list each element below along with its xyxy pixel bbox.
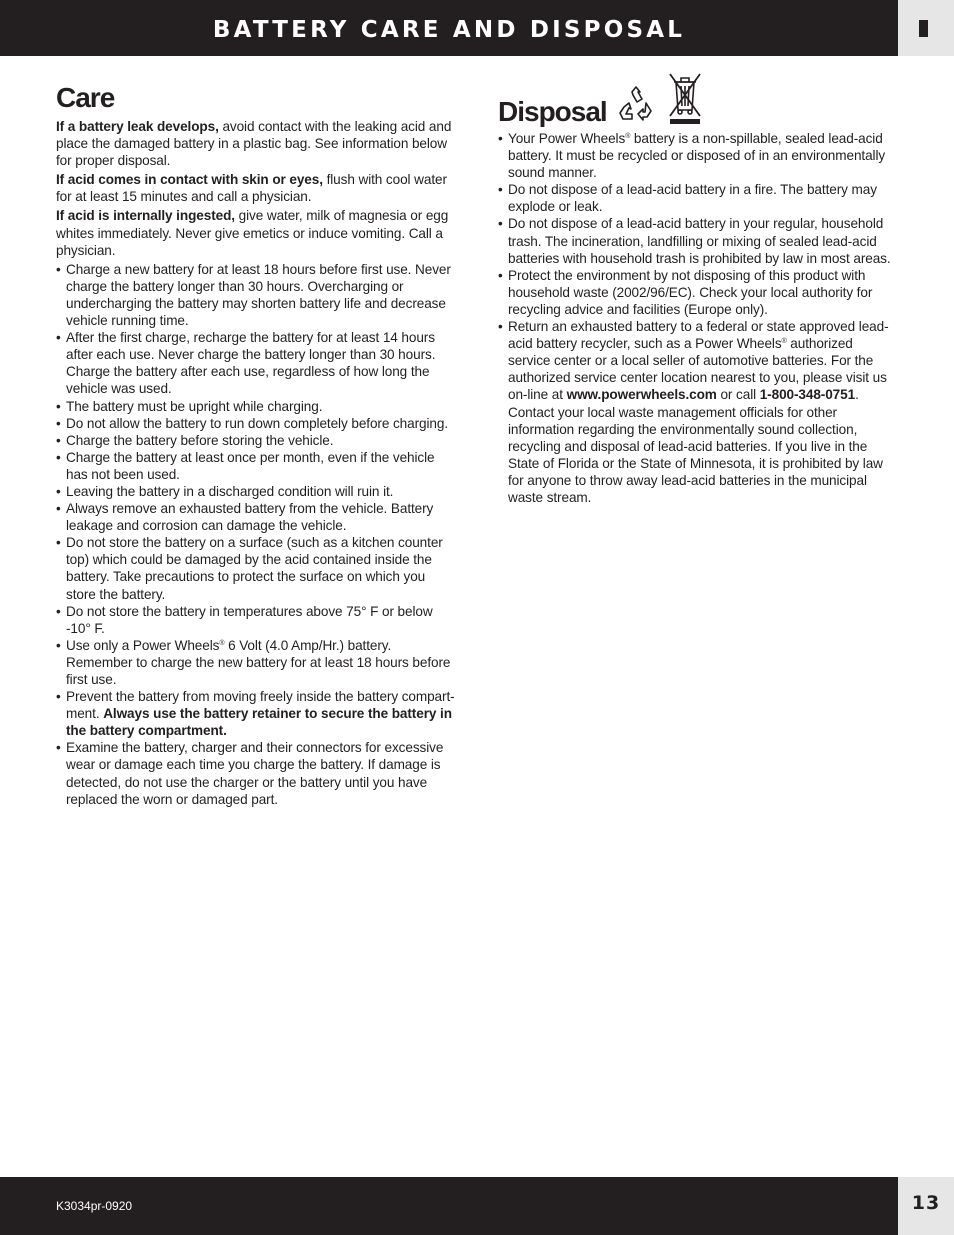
list-item: • Always remove an exhausted battery from the vehicle. Battery leakage and corrosion can damage the vehicle.	[56, 500, 456, 534]
disposal-heading: Disposal	[498, 96, 607, 127]
bullet-text: Your Power Wheels	[508, 131, 626, 146]
bullet-text: Return an exhausted battery to a federal or state approved lead-acid battery recycler, such as a Power Wheels	[508, 319, 889, 352]
disposal-heading-row	[498, 72, 898, 128]
care-paragraph-text: flush with cool water for at least 15 minutes and call a physician.	[56, 172, 447, 205]
care-paragraph	[56, 118, 456, 169]
care-paragraph-lead: If a battery leak develops,	[56, 119, 219, 134]
crossed-bin-icon	[667, 70, 703, 128]
language-tab	[898, 0, 954, 56]
language-tab-marker	[919, 20, 928, 37]
list-item	[498, 318, 898, 506]
care-paragraph-text: give water, milk of magnesia or egg whites immediately. Never give emetics or induce vomiting. Call a physician.	[56, 208, 449, 258]
bullet-bold-text: Always use the battery retainer to secure the battery in the battery compartment.	[66, 706, 452, 739]
registered-mark: ®	[219, 639, 225, 647]
disposal-bullet-list	[498, 130, 898, 506]
page-title: BATTERY CARE AND DISPOSAL	[212, 17, 686, 43]
care-section	[56, 82, 456, 808]
care-paragraph-lead: If acid is internally ingested,	[56, 208, 235, 224]
list-item	[56, 637, 456, 688]
list-item: • The battery must be upright while charging.	[56, 398, 456, 415]
bullet-text: 6 Volt (4.0 Amp/Hr.) battery. Remember to charge the new battery for at least 18 hours before first use.	[66, 637, 451, 687]
list-item: • Do not store the battery on a surface (such as a kitchen counter top) which could be damaged by the acid contained inside the battery. Take precautions to protect the surface on which you store the battery.	[56, 534, 456, 602]
care-paragraph	[56, 171, 456, 205]
list-item: • After the first charge, recharge the battery for at least 14 hours after each use. Never charge the battery longer than 30 hours. Charge the battery after each use, regardless of how long the vehicle was used.	[56, 329, 456, 397]
list-item	[56, 688, 456, 739]
bullet-text: Use only a Power Wheels	[66, 637, 220, 653]
phone-number: 1-800-348-0751	[759, 387, 856, 403]
care-bullet-list	[56, 261, 456, 808]
registered-mark: ®	[781, 338, 787, 346]
list-item: • Protect the environment by not disposing of this product with household waste (2002/96/EC). Check your local authority for recycling advice and facilities (Europe only).	[498, 267, 898, 318]
footer-bar	[0, 1177, 898, 1235]
list-item: • Charge the battery at least once per month, even if the vehicle has not been used.	[56, 449, 456, 483]
bullet-text: Prevent the battery from moving freely inside the battery compart-ment.	[66, 689, 455, 722]
list-item	[498, 130, 898, 181]
list-item: • Do not dispose of a lead-acid battery in your regular, household trash. The incineration, landfilling or mixing of sealed lead-acid batteries with household trash is prohibited by law in most areas.	[498, 215, 898, 266]
bullet-text: . Contact your local waste management officials for other information regarding the environmentally sound collection, recycling and disposal of lead-acid batteries. If you live in the State of Florida or the State of Minnesota, it is prohibited by law for anyone to throw away lead-acid batteries in the municipal waste stream.	[508, 387, 883, 505]
bullet-text: battery is a non-spillable, sealed lead-acid battery. It must be recycled or disposed of in an environmentally sound manner.	[508, 131, 886, 181]
care-paragraph	[56, 207, 456, 258]
bullet-text: or call	[716, 387, 760, 403]
care-paragraph-lead: If acid comes in contact with skin or eyes,	[56, 172, 323, 188]
list-item: • Do not dispose of a lead-acid battery in a fire. The battery may explode or leak.	[498, 181, 898, 215]
list-item: • Leaving the battery in a discharged condition will ruin it.	[56, 483, 456, 500]
list-item: • Do not store the battery in temperatures above 75° F or below -10° F.	[56, 603, 456, 637]
care-paragraph-text: avoid contact with the leaking acid and place the damaged battery in a plastic bag. See information below for proper disposal.	[56, 119, 452, 169]
document-code: K3034pr-0920	[56, 1199, 133, 1213]
care-heading: Care	[56, 82, 115, 113]
list-item: • Charge a new battery for at least 18 hours before first use. Never charge the battery longer than 30 hours. Overcharging or undercharging the battery may shorten battery life and decrease vehicle running time.	[56, 261, 456, 329]
list-item: • Do not allow the battery to run down completely before charging.	[56, 415, 456, 432]
website-link[interactable]: www.powerwheels.com	[566, 387, 717, 403]
recycle-icon	[617, 86, 655, 128]
page-number: 13	[911, 1192, 941, 1214]
registered-mark: ®	[625, 133, 631, 140]
list-item: • Examine the battery, charger and their connectors for excessive wear or damage each time you charge the battery. If damage is detected, do not use the charger or the battery until you have replaced the worn or damaged part.	[56, 739, 456, 807]
bullet-text: authorized service center or a local seller of automotive batteries. For the authorized service center location nearest to you, please visit us on-line at	[508, 336, 887, 403]
disposal-section	[498, 72, 898, 506]
list-item: • Charge the battery before storing the vehicle.	[56, 432, 456, 449]
